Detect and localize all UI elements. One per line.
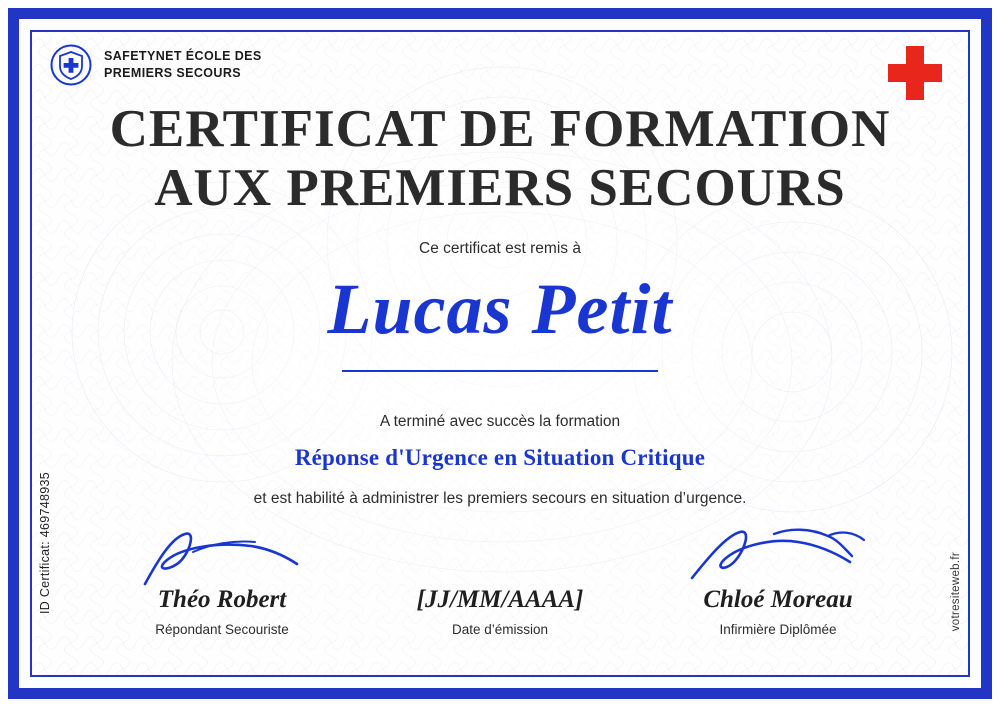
issue-date-value: [JJ/MM/AAAA] — [416, 586, 584, 613]
signer-role: Infirmière Diplômée — [719, 621, 837, 637]
course-name: Réponse d'Urgence en Situation Critique — [294, 445, 706, 470]
signer-role: Répondant Secouriste — [155, 621, 289, 637]
red-cross-icon — [886, 44, 944, 102]
recipient-name: Lucas Petit — [327, 269, 673, 349]
handwritten-signature-icon — [648, 530, 908, 586]
closing-statement: et est habilité à administrer les premiers secours en situation d’urgence. — [253, 490, 747, 507]
organization-name-line2: PREMIERS SECOURS — [104, 66, 241, 80]
signature-row — [92, 530, 908, 637]
presented-to-label: Ce certificat est remis à — [419, 240, 581, 257]
signature-block-left — [92, 530, 352, 637]
signer-name: Chloé Moreau — [703, 586, 853, 613]
issue-date-label: Date d’émission — [451, 621, 549, 637]
handwritten-signature-icon — [92, 530, 352, 586]
organization-name-line1: SAFETYNET ÉCOLE DES — [104, 49, 262, 64]
divider-rule — [342, 370, 658, 372]
certificate-content — [32, 32, 968, 675]
title-line-1: CERTIFICAT DE FORMATION — [109, 100, 891, 158]
signature-block-right — [648, 530, 908, 637]
date-mark-spacer — [370, 530, 630, 586]
organization-name — [104, 48, 262, 82]
signer-name: Théo Robert — [157, 586, 287, 613]
title-line-2: AUX PREMIERS SECOURS — [154, 159, 846, 218]
issue-date-block — [370, 530, 630, 637]
completed-label: A terminé avec succès la formation — [379, 413, 621, 430]
certificate-title — [32, 100, 968, 219]
website-label: votresiteweb.fr — [950, 552, 962, 632]
certificate-id: ID Certificat: 469748935 — [38, 472, 52, 615]
organization-logo-block — [50, 44, 262, 86]
shield-medical-cross-icon — [50, 44, 92, 86]
